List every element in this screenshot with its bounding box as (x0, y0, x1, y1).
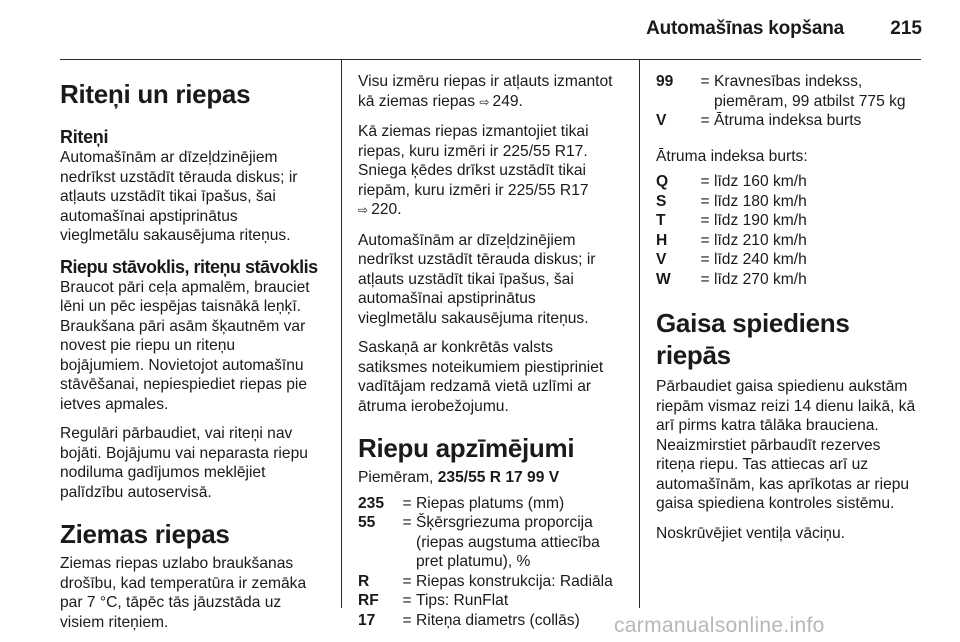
paragraph-snow-chains (358, 122, 634, 221)
def-eq: = (700, 192, 710, 210)
page-ref-220: 220. (371, 201, 402, 218)
speed-index-table (656, 172, 807, 289)
heading-wheels: Riteņi (60, 127, 109, 147)
paragraph-winter-tyres: Ziemas riepas uzlabo braukšanas drošību, kad temperatūra ir zemāka par 7 °C, tāpēc tās jāuzstāda uz visiem riteņiem. (60, 555, 307, 631)
ref-arrow-icon: ⇨ (358, 203, 369, 217)
paragraph-valve-cap: Noskrūvējiet ventiļa vāciņu. (656, 524, 845, 542)
table-row (656, 172, 807, 192)
heading-tyre-designations: Riepu apzīmējumi (358, 433, 575, 463)
example-value: 235/55 R 17 99 V (437, 469, 560, 486)
speed-key: S (656, 192, 667, 210)
def-eq: = (402, 592, 412, 609)
speed-value: līdz 270 km/h (714, 270, 807, 288)
def-eq: = (700, 212, 710, 229)
speed-index-label: Ātruma indeksa burts: (656, 147, 808, 165)
paragraph-snow-chains-text: Kā ziemas riepas izmantojiet tikai riepas, kuru izmēri ir 225/55 R17. Sniega ķēdes drīkst uzstādīt tikai riepām, kuru izmēri ir 225/55 R17 (358, 123, 589, 199)
def-eq: = (402, 572, 412, 590)
example-line (358, 468, 634, 488)
header-rule (60, 59, 921, 60)
table-row (656, 270, 807, 290)
column-2 (358, 72, 634, 630)
paragraph-speed-sticker: Saskaņā ar konkrētās valsts satiksmes noteikumiem piestipriniet vadītājam redzamā vietā uzlīmi ar ātruma ierobežojumu. (358, 339, 604, 415)
column-divider-1 (341, 60, 342, 608)
ref-arrow-icon: ⇨ (479, 94, 490, 109)
paragraph-tyre-condition-1: Braucot pāri ceļa apmalēm, brauciet lēni un pēc iespējas taisnākā leņķī. Braukšana pāri asām šķautnēm var novest pie riepu un riteņu bojājumiem. Novietojot automašīnu stāvēšanai, nepiespiediet riepas pie ietves apmales. (60, 278, 310, 413)
def-key: 235 (358, 494, 385, 512)
table-row (656, 231, 807, 251)
designation-table (358, 494, 613, 631)
table-row (358, 611, 613, 631)
def-eq: = (700, 173, 710, 190)
table-row (358, 513, 613, 572)
table-row (656, 111, 906, 131)
paragraph-tyre-condition-2: Regulāri pārbaudiet, vai riteņi nav bojāti. Bojājumu vai neparasta riepu nodiluma gadījumos meklējiet palīdzību autoservisā. (60, 425, 308, 501)
speed-key: V (656, 251, 667, 268)
table-row (358, 591, 613, 611)
paragraph-winter-sizes (358, 72, 634, 112)
speed-key: T (656, 212, 666, 229)
page-ref-249: 249. (492, 92, 523, 110)
heading-tyre-condition: Riepu stāvoklis, riteņu stāvoklis (60, 256, 318, 277)
heading-tyre-pressure: Gaisa spiediens riepās (656, 308, 850, 370)
watermark: carmanualsonline.info (614, 614, 825, 637)
table-row (656, 72, 906, 111)
heading-winter-tyres: Ziemas riepas (60, 519, 230, 549)
speed-value: līdz 160 km/h (714, 173, 807, 190)
def-eq: = (700, 251, 710, 268)
speed-value: līdz 190 km/h (714, 212, 807, 229)
def-key: 55 (358, 514, 376, 531)
table-row (358, 572, 613, 592)
paragraph-winter-sizes-text: Visu izmēru riepas ir atļauts izmantot kā ziemas riepas (358, 73, 613, 110)
table-row (656, 211, 807, 231)
page-number: 215 (890, 18, 922, 39)
speed-key: Q (656, 173, 669, 190)
paragraph-diesel-wheels: Automašīnām ar dīzeļdzinējiem nedrīkst uzstādīt tērauda diskus; ir atļauts uzstādīt tikai īpašus, šai automašīnai apstiprinātus vieglmetālu sakausējuma riteņus. (358, 231, 596, 327)
paragraph-wheels: Automašīnām ar dīzeļdzinējiem nedrīkst uzstādīt tērauda diskus; ir atļauts uzstādīt tikai īpašus, šai automašīnai apstiprinātus vieglmetālu sakausējuma riteņus. (60, 149, 298, 244)
def-value: Šķērsgriezuma proporcija (riepas augstuma attiecība pret platumu), % (416, 514, 600, 570)
table-row (656, 250, 807, 270)
column-1 (60, 72, 335, 642)
def-value: Riepas platums (mm) (416, 494, 565, 512)
page-header-title: Automašīnas kopšana (646, 18, 844, 39)
def-key: RF (358, 592, 379, 609)
def-eq: = (700, 231, 710, 249)
column-divider-2 (639, 60, 640, 608)
def-key: V (656, 112, 667, 129)
table-row (656, 192, 807, 212)
def-value: Riteņa diametrs (collās) (416, 611, 580, 629)
table-row (358, 494, 613, 514)
def-eq: = (700, 112, 710, 129)
section-title-wheels-tyres: Riteņi un riepas (60, 79, 251, 109)
speed-key: W (656, 270, 671, 288)
def-value: Kravnesības indekss, piemēram, 99 atbilst 775 kg (714, 73, 906, 110)
speed-value: līdz 210 km/h (714, 231, 807, 249)
def-value: Tips: RunFlat (416, 592, 509, 609)
def-key: 99 (656, 73, 674, 90)
def-key: 17 (358, 611, 376, 629)
def-eq: = (700, 270, 710, 288)
speed-value: līdz 240 km/h (714, 251, 807, 268)
speed-key: H (656, 231, 668, 249)
def-value: Riepas konstrukcija: Radiāla (416, 572, 613, 590)
def-eq: = (402, 494, 412, 512)
load-speed-table (656, 72, 906, 131)
def-eq: = (402, 611, 412, 629)
def-eq: = (700, 73, 710, 90)
def-value: Ātruma indeksa burts (714, 112, 862, 129)
column-3 (656, 72, 926, 553)
example-label: Piemēram, (358, 469, 438, 486)
speed-value: līdz 180 km/h (714, 192, 807, 210)
def-key: R (358, 572, 370, 590)
def-eq: = (402, 514, 412, 531)
paragraph-tyre-pressure: Pārbaudiet gaisa spiedienu aukstām riepām vismaz reizi 14 dienu laikā, kā arī pirms katra tālāka brauciena. Neaizmirstiet pārbaudīt rezerves riteņa riepu. Tas attiecas arī uz automašīnām, kas aprīkotas ar riepu gaisa spiediena kontroles sistēmu. (656, 378, 916, 512)
